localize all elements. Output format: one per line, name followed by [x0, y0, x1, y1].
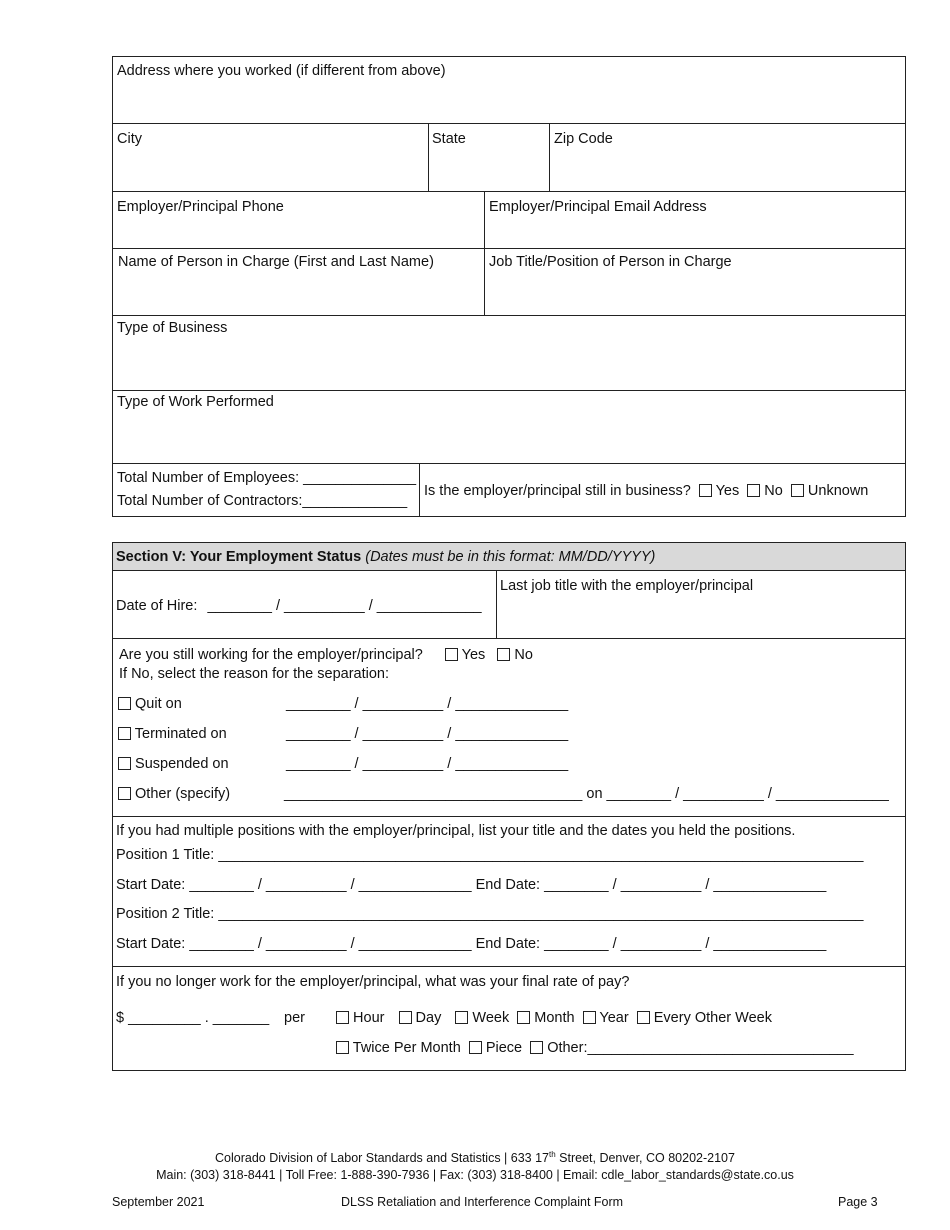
piece-checkbox[interactable]	[469, 1041, 482, 1054]
position-1-dates-field[interactable]: Start Date: ________ / __________ / ______________ End Date: ________ / __________ / ______________	[116, 877, 827, 893]
zip-field[interactable]: Zip Code	[554, 131, 613, 147]
month-checkbox[interactable]	[517, 1011, 530, 1024]
other-specify-field[interactable]: _____________________________________ on ________ / __________ / ______________	[284, 786, 889, 802]
separation-terminated-row	[118, 726, 227, 743]
still-working-yes-label: Yes	[461, 647, 486, 663]
other-pay-field[interactable]: Other:_________________________________	[547, 1040, 854, 1056]
other-pay-checkbox[interactable]	[530, 1041, 543, 1054]
pay-period-row-1	[336, 1010, 772, 1027]
footer-contact: Main: (303) 318-8441 | Toll Free: 1-888-390-7936 | Fax: (303) 318-8400 | Email: cdle_labor_standards@state.co.us	[156, 1168, 794, 1182]
twice-per-month-label: Twice Per Month	[352, 1040, 461, 1056]
quit-checkbox[interactable]	[118, 697, 131, 710]
section-v-table	[112, 542, 906, 1071]
footer-form-name: DLSS Retaliation and Interference Complaint Form	[341, 1195, 624, 1209]
section-v-title-row	[116, 549, 655, 566]
month-label: Month	[534, 1010, 575, 1026]
person-in-charge-title-field[interactable]: Job Title/Position of Person in Charge	[489, 254, 732, 270]
week-checkbox[interactable]	[455, 1011, 468, 1024]
footer-date: September 2021	[112, 1195, 205, 1209]
hour-label: Hour	[353, 1010, 385, 1026]
still-working-no-label: No	[514, 647, 533, 663]
every-other-week-label: Every Other Week	[653, 1010, 772, 1026]
separation-instruction: If No, select the reason for the separation:	[119, 666, 390, 682]
city-field[interactable]: City	[117, 131, 142, 147]
in-business-unknown-label: Unknown	[807, 483, 869, 499]
in-business-yes-label: Yes	[715, 483, 740, 499]
position-2-title-field[interactable]: Position 2 Title: ________________________________________________________________________________	[116, 906, 864, 922]
position-1-title-field[interactable]: Position 1 Title: ________________________________________________________________________________	[116, 847, 864, 863]
terminated-checkbox[interactable]	[118, 727, 131, 740]
quit-date-field[interactable]: ________ / __________ / ______________	[286, 696, 569, 712]
contractor-count-field[interactable]: Total Number of Contractors:_____________	[117, 493, 408, 509]
pay-period-row-2	[336, 1040, 854, 1057]
person-in-charge-name-field[interactable]: Name of Person in Charge (First and Last Name)	[118, 254, 434, 270]
quit-label: Quit on	[135, 696, 182, 712]
year-checkbox[interactable]	[583, 1011, 596, 1024]
day-checkbox[interactable]	[399, 1011, 412, 1024]
section-v-title: Section V: Your Employment Status	[116, 549, 362, 565]
footer-address-text-end: Street, Denver, CO 80202-2107	[555, 1151, 735, 1165]
in-business-no-checkbox[interactable]	[747, 484, 760, 497]
suspended-label: Suspended on	[135, 756, 229, 772]
suspended-checkbox[interactable]	[118, 757, 131, 770]
hour-checkbox[interactable]	[336, 1011, 349, 1024]
multiple-positions-question: If you had multiple positions with the employer/principal, list your title and the dates you held the positions.	[116, 823, 796, 839]
footer-address-sup: th	[549, 1149, 556, 1159]
terminated-date-field[interactable]: ________ / __________ / ______________	[286, 726, 569, 742]
separation-suspended-row	[118, 756, 229, 773]
footer-page-number: Page 3	[838, 1195, 878, 1209]
still-working-row	[119, 647, 533, 664]
still-working-yes-checkbox[interactable]	[445, 648, 458, 661]
position-2-dates-field[interactable]: Start Date: ________ / __________ / ______________ End Date: ________ / __________ / ______________	[116, 936, 827, 952]
footer-address-text: Colorado Division of Labor Standards and Statistics | 633 17	[215, 1151, 550, 1165]
state-field[interactable]: State	[432, 131, 466, 147]
still-working-no-checkbox[interactable]	[497, 648, 510, 661]
employer-info-table	[112, 56, 906, 517]
date-of-hire-blanks: ________ / __________ / _____________	[207, 598, 482, 614]
separation-quit-row	[118, 696, 182, 713]
final-pay-question: If you no longer work for the employer/principal, what was your final rate of pay?	[116, 974, 630, 990]
employee-count-field[interactable]: Total Number of Employees: ______________	[117, 470, 417, 486]
piece-label: Piece	[485, 1040, 523, 1056]
still-in-business-question: Is the employer/principal still in business?	[424, 483, 691, 499]
date-of-hire-field[interactable]	[116, 598, 482, 615]
terminated-label: Terminated on	[134, 726, 227, 742]
every-other-week-checkbox[interactable]	[637, 1011, 650, 1024]
in-business-unknown-checkbox[interactable]	[791, 484, 804, 497]
separation-other-row	[118, 786, 230, 803]
section-v-subtitle: (Dates must be in this format: MM/DD/YYYY)	[365, 549, 656, 565]
date-of-hire-label: Date of Hire:	[116, 598, 198, 614]
suspended-date-field[interactable]: ________ / __________ / ______________	[286, 756, 569, 772]
business-type-field[interactable]: Type of Business	[117, 320, 228, 336]
per-label: per	[284, 1010, 305, 1026]
work-type-field[interactable]: Type of Work Performed	[117, 394, 274, 410]
work-address-field[interactable]: Address where you worked (if different from above)	[117, 63, 446, 79]
in-business-yes-checkbox[interactable]	[699, 484, 712, 497]
week-label: Week	[472, 1010, 510, 1026]
twice-per-month-checkbox[interactable]	[336, 1041, 349, 1054]
footer-address	[0, 1151, 950, 1165]
employer-email-field[interactable]: Employer/Principal Email Address	[489, 199, 707, 215]
last-job-title-field[interactable]: Last job title with the employer/principal	[500, 578, 754, 594]
pay-amount-field[interactable]: $ _________ . _______	[116, 1010, 270, 1026]
employer-phone-field[interactable]: Employer/Principal Phone	[117, 199, 284, 215]
still-in-business-row	[424, 483, 868, 500]
day-label: Day	[415, 1010, 442, 1026]
still-working-question: Are you still working for the employer/principal?	[119, 647, 423, 663]
other-label: Other (specify)	[135, 786, 231, 802]
in-business-no-label: No	[764, 483, 783, 499]
other-checkbox[interactable]	[118, 787, 131, 800]
year-label: Year	[599, 1010, 629, 1026]
